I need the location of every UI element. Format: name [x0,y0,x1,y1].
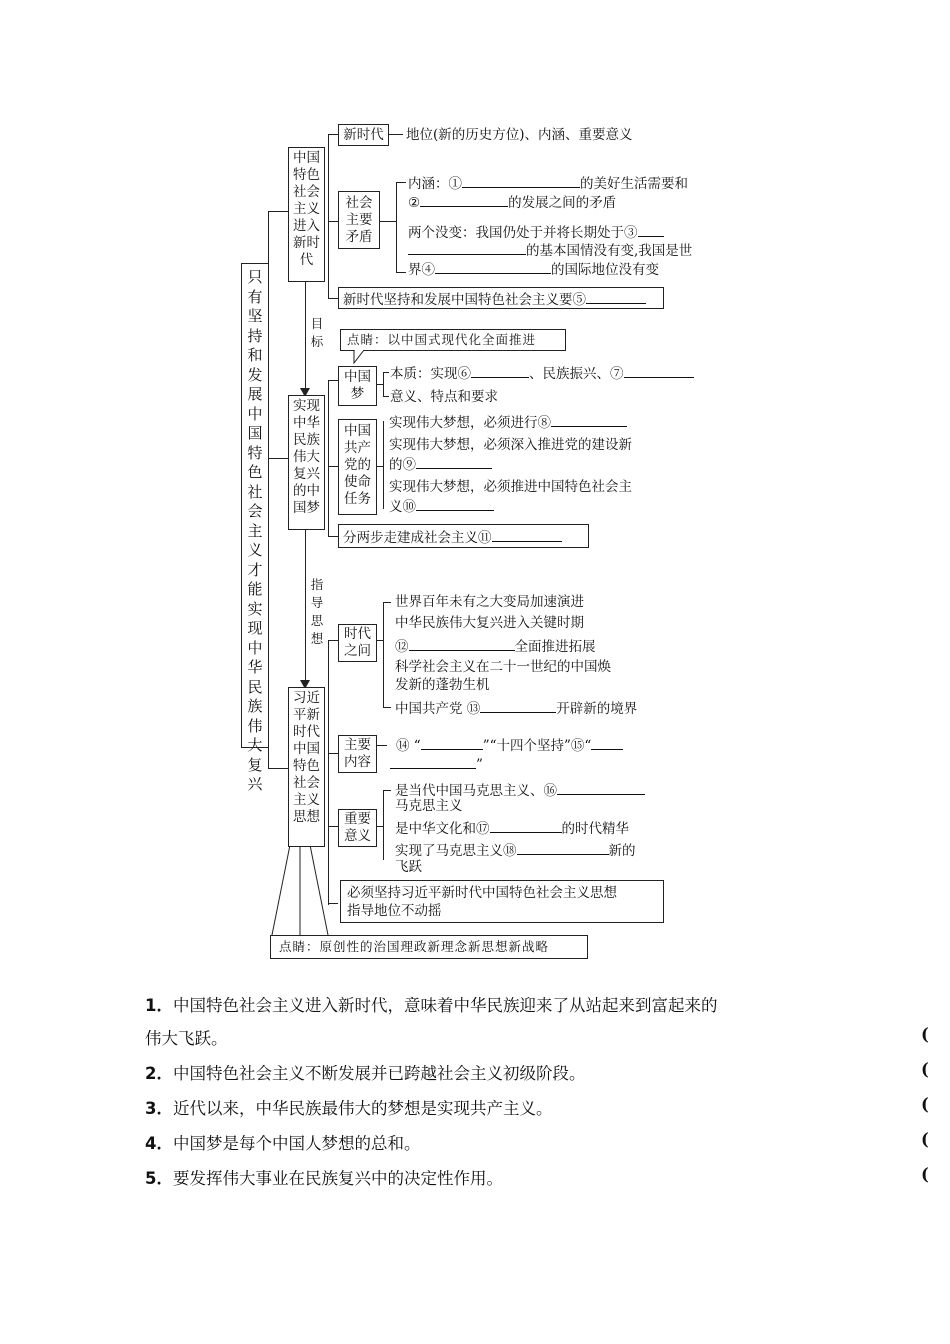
branch-chinese-dream: 实现中华民族伟大复兴的中国梦 [288,395,325,530]
must-uphold-box [340,880,664,923]
connector [328,380,338,381]
question-text: 中国特色社会主义进入新时代，意味着中华民族迎来了从站起来到富起来的 [172,996,718,1015]
connector [328,380,329,537]
question-text: 要发挥伟大事业在民族复兴中的决定性作用。 [172,1169,503,1188]
root-topic: 只有坚持和发展中国特色社会主义才能实现中华民族伟大复兴 [241,263,269,748]
text: 的基本国情没有变,我国是世 [526,243,693,259]
blank-11 [492,527,562,542]
blank-8 [551,412,627,427]
blank-5 [586,289,646,304]
blank-7 [624,363,694,378]
connector [383,372,389,373]
connector [383,372,384,397]
text: 本质：实现⑥ [390,366,471,382]
blank-13 [480,698,556,713]
content-line1 [396,735,623,755]
text: ⑭ “ [396,738,421,754]
text: 是当代中国马克思主义、⑯ [395,783,557,799]
significance-label: 重要意义 [338,809,377,847]
connector [377,745,387,746]
text: 全面推进拓展 [514,639,596,655]
connector [396,272,406,273]
sig-3 [395,840,636,860]
connector [268,458,288,459]
mission-2a: 实现伟大梦想，必须深入推进党的建设新 [389,437,632,453]
branch-new-era: 中国特色社会主义进入新时代 [288,147,325,282]
text: 开辟新的境界 [556,701,638,717]
link-guide: 指导思想 [310,577,324,646]
text: 是中华文化和⑰ [395,821,490,837]
connector [383,790,391,791]
question-number: 5． [145,1169,173,1188]
question-number: 4． [145,1134,173,1153]
uphold-text: 新时代坚持和发展中国特色社会主义要⑤ [343,292,586,308]
connector [328,134,338,135]
new-era-label: 新时代 [338,124,389,146]
blank-3 [638,222,664,237]
question-1-cont [145,1025,228,1049]
mission-1 [389,412,627,432]
question-number: 1． [145,996,173,1015]
connector [377,384,383,385]
era-2: 中华民族伟大复兴进入关键时期 [395,615,584,631]
note-dream: 点睛：以中国式现代化全面推进 [340,329,566,351]
text: ”“十四个坚持”⑮“ [482,738,592,754]
text: 中国共产党 ⑬ [395,701,481,717]
must-uphold-b: 指导地位不动摇 [347,903,442,919]
unchanged-line1 [408,222,664,242]
must-uphold-a: 必须坚持习近平新时代中国特色社会主义思想 [347,885,617,901]
connector [396,182,406,183]
text: 义⑩ [389,499,416,515]
connotation-line1 [408,173,688,193]
two-steps-text: 分两步走建成社会主义⑪ [343,530,492,546]
text: ” [476,757,483,773]
answer-paren-3[interactable]: ( [921,1095,929,1114]
sig-3b: 飞跃 [395,859,422,875]
unchanged-line3 [408,259,659,279]
connector [377,640,383,641]
text: 、民族振兴、⑦ [529,366,624,382]
question-4 [145,1130,420,1154]
question-text: 伟大飞跃。 [145,1029,228,1048]
blank-1 [462,173,580,188]
connector [328,536,338,537]
text: 新的 [608,843,636,859]
text: 的国际地位没有变 [551,262,659,278]
connector [383,707,391,708]
contradiction-label: 社会主要矛盾 [338,191,380,249]
answer-paren-2[interactable]: ( [921,1060,929,1079]
question-text: 中国梦是每个中国人梦想的总和。 [172,1134,421,1153]
note-tail [352,350,368,364]
connector [383,396,389,397]
connector [328,640,338,641]
connotation-prefix: 内涵：① [408,176,462,192]
connector [328,466,338,467]
question-2 [145,1060,585,1084]
blank-2 [420,192,508,207]
branch-xi-thought: 习近平新时代中国特色社会主义思想 [288,687,325,847]
blank-15-cont [390,754,476,769]
two-steps-box [338,524,589,548]
link-goal: 目标 [310,316,324,349]
text: 的⑨ [389,457,416,473]
era-5 [395,698,637,718]
era-1: 世界百年未有之大变局加速演进 [395,594,584,610]
sig-1b: 马克思主义 [395,798,463,814]
answer-paren-4[interactable]: ( [921,1130,929,1149]
question-5 [145,1165,503,1189]
content-line2 [390,754,483,774]
question-3 [145,1095,552,1119]
blank-14 [421,735,483,750]
connector [380,221,396,222]
mission-2b [389,454,492,474]
uphold-box [338,287,664,309]
note-thought: 点睛：原创性的治国理政新理念新思想新战略 [270,935,588,959]
connector [383,602,391,603]
connector [377,466,383,467]
connector [268,768,288,769]
connector [396,182,397,272]
question-number: 3． [145,1099,173,1118]
era-4a: 科学社会主义在二十一世纪的中国焕 [395,659,611,675]
question-text: 中国特色社会主义不断发展并已跨越社会主义初级阶段。 [172,1064,586,1083]
new-era-text: 地位(新的历史方位)、内涵、重要意义 [406,127,633,143]
text: 实现伟大梦想，必须进行⑧ [389,415,551,431]
connector [328,134,329,299]
connotation-mid: 的美好生活需要和 [580,176,688,192]
blank-16 [557,780,645,795]
connector [389,134,403,135]
connector [377,826,383,827]
blank-4 [435,259,551,274]
connector [383,602,384,708]
mission-label: 中国共产党的使命任务 [338,419,377,515]
connector [328,221,338,222]
essence-line [390,363,694,383]
text: 的时代精华 [561,821,629,837]
era-3 [395,636,596,656]
era-4b: 发新的蓬勃生机 [395,677,490,693]
text: 界④ [408,262,435,278]
unchanged-line2 [408,240,692,260]
arrow-goal [305,282,306,394]
blank-9 [416,454,492,469]
connector [328,298,338,299]
blank-3-cont [408,240,526,255]
answer-paren-1[interactable]: ( [921,1025,929,1044]
blank-18 [517,840,609,855]
blank-17 [490,818,562,833]
mission-3b [389,496,494,516]
answer-paren-5[interactable]: ( [921,1165,929,1184]
text: 的发展之间的矛盾 [508,195,617,211]
question-number: 2． [145,1064,173,1083]
connotation-line2 [408,192,616,212]
text: ⑫ [395,639,409,655]
era-question-label: 时代之问 [338,624,377,662]
meaning-line: 意义、特点和要求 [390,389,498,405]
arrow-guide [305,530,306,686]
connector [328,753,338,754]
blank-6 [471,363,529,378]
text: 实现了马克思主义⑱ [395,843,517,859]
text: 两个没变：我国仍处于并将长期处于③ [408,225,638,241]
connector [383,421,384,509]
dream-label: 中国梦 [338,366,377,406]
sig-2 [395,818,629,838]
mission-3a: 实现伟大梦想，必须推进中国特色社会主 [389,479,632,495]
blank-12 [409,636,515,651]
text: ② [408,195,421,211]
connector [268,211,288,212]
blank-15 [591,735,623,750]
question-text: 近代以来，中华民族最伟大的梦想是实现共产主义。 [172,1099,553,1118]
main-content-label: 主要内容 [338,735,377,773]
question-1 [145,992,717,1016]
note-pointer [270,845,330,937]
blank-10 [416,496,494,511]
connector [328,826,338,827]
connector [383,790,384,860]
